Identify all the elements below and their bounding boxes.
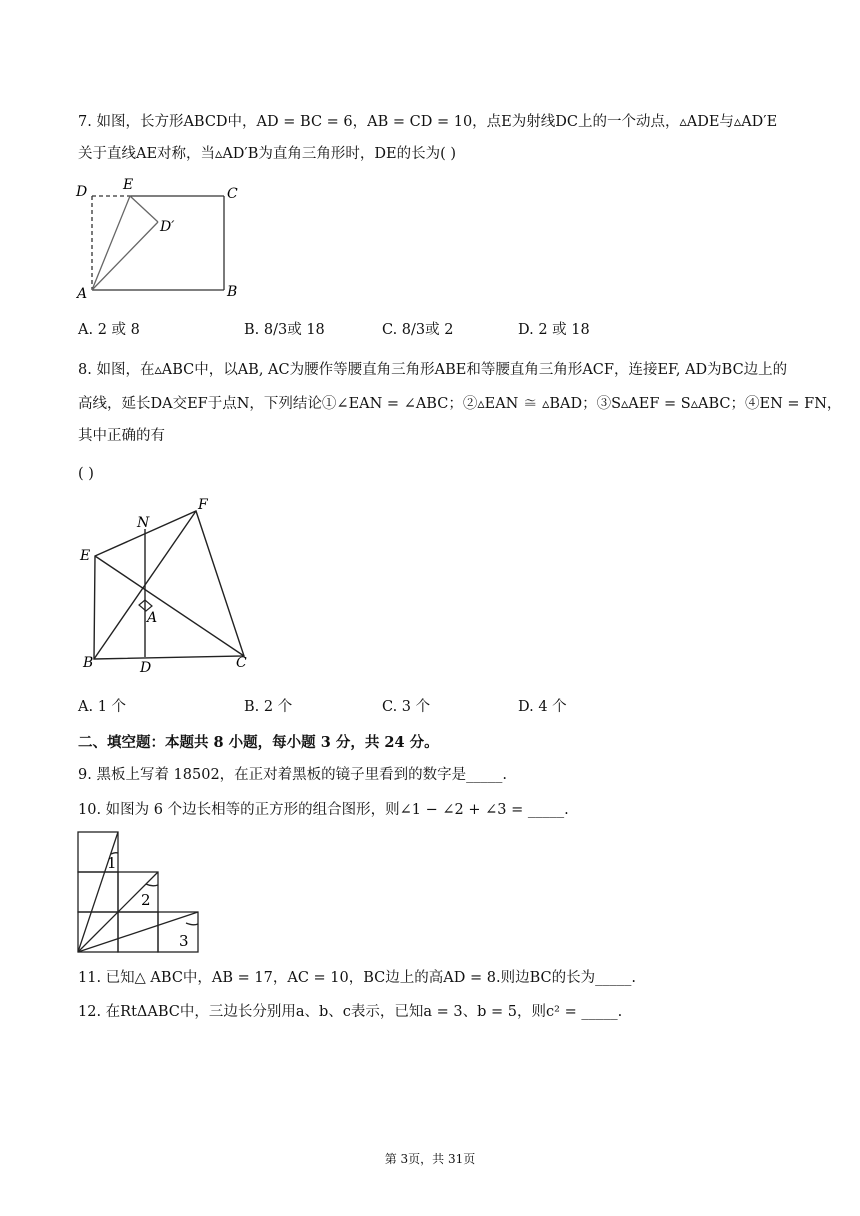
q11-text: 11. 已知△ ABC中，AB = 17，AC = 10，BC边上的高AD = 8.则边BC的长为_____. — [78, 970, 636, 986]
q12-text: 12. 在RtΔABC中，三边长分别用a、b、c表示，已知a = 3、b = 5，则c² = _____. — [78, 1004, 623, 1020]
q9-text: 9. 黑板上写着 18502，在正对着黑板的镜子里看到的数字是_____. — [78, 767, 508, 783]
q8-text-line1: 8. 如图，在▵ABC中，以AB, AC为腰作等腰直角三角形ABE和等腰直角三角形ACF，连接EF, AD为BC边上的 — [78, 362, 788, 378]
q7-label-Dprime: D′ — [160, 219, 175, 235]
q8-label-N: N — [137, 515, 150, 531]
q8-text-line3: 其中正确的有 — [78, 428, 165, 444]
q7-label-C: C — [227, 186, 238, 202]
q8-option-c: C. 3 个 — [382, 699, 431, 715]
q7-label-D: D — [76, 184, 88, 200]
q7-text-line2: 关于直线AE对称，当▵AD′B为直角三角形时，DE的长为( ) — [78, 146, 457, 162]
q8-label-F: F — [198, 497, 208, 513]
q8-label-A: A — [147, 610, 158, 626]
q7-option-a: A. 2 或 8 — [78, 322, 140, 338]
q8-figure — [76, 494, 266, 676]
q7-label-B: B — [227, 284, 238, 300]
q10-text: 10. 如图为 6 个边长相等的正方形的组合图形，则∠1 − ∠2 + ∠3 = _____. — [78, 802, 569, 818]
page-footer: 第 3页，共 31页 — [384, 1152, 476, 1166]
q7-figure — [74, 174, 244, 304]
q8-label-C: C — [236, 655, 247, 671]
q7-label-E: E — [123, 177, 134, 193]
q10-angle-2: 2 — [141, 891, 151, 909]
q8-label-B: B — [83, 655, 94, 671]
section-heading-fill-in: 二、填空题：本题共 8 小题，每小题 3 分，共 24 分。 — [78, 734, 439, 751]
q8-option-a: A. 1 个 — [78, 699, 127, 715]
q7-option-d: D. 2 或 18 — [518, 322, 590, 338]
q8-label-D: D — [140, 660, 152, 676]
q7-text-line1: 7. 如图，长方形ABCD中，AD = BC = 6，AB = CD = 10，点E为射线DC上的一个动点，▵ADE与▵AD′E — [78, 114, 778, 130]
q8-option-d: D. 4 个 — [518, 699, 567, 715]
q7-option-b: B. 8/3或 18 — [244, 322, 325, 338]
q8-label-E: E — [80, 548, 91, 564]
q8-text-line2: 高线，延长DA交EF于点N，下列结论①∠EAN = ∠ABC；②▵EAN ≅ ▵BAD；③S▵AEF = S▵ABC；④EN = FN， — [78, 396, 842, 412]
q7-option-c: C. 8/3或 2 — [382, 322, 454, 338]
q10-angle-1: 1 — [107, 854, 117, 872]
q10-figure — [74, 828, 204, 958]
q8-option-b: B. 2 个 — [244, 699, 293, 715]
q8-text-line4: ( ) — [78, 466, 94, 482]
q10-angle-3: 3 — [179, 932, 189, 950]
q7-label-A: A — [77, 286, 88, 302]
